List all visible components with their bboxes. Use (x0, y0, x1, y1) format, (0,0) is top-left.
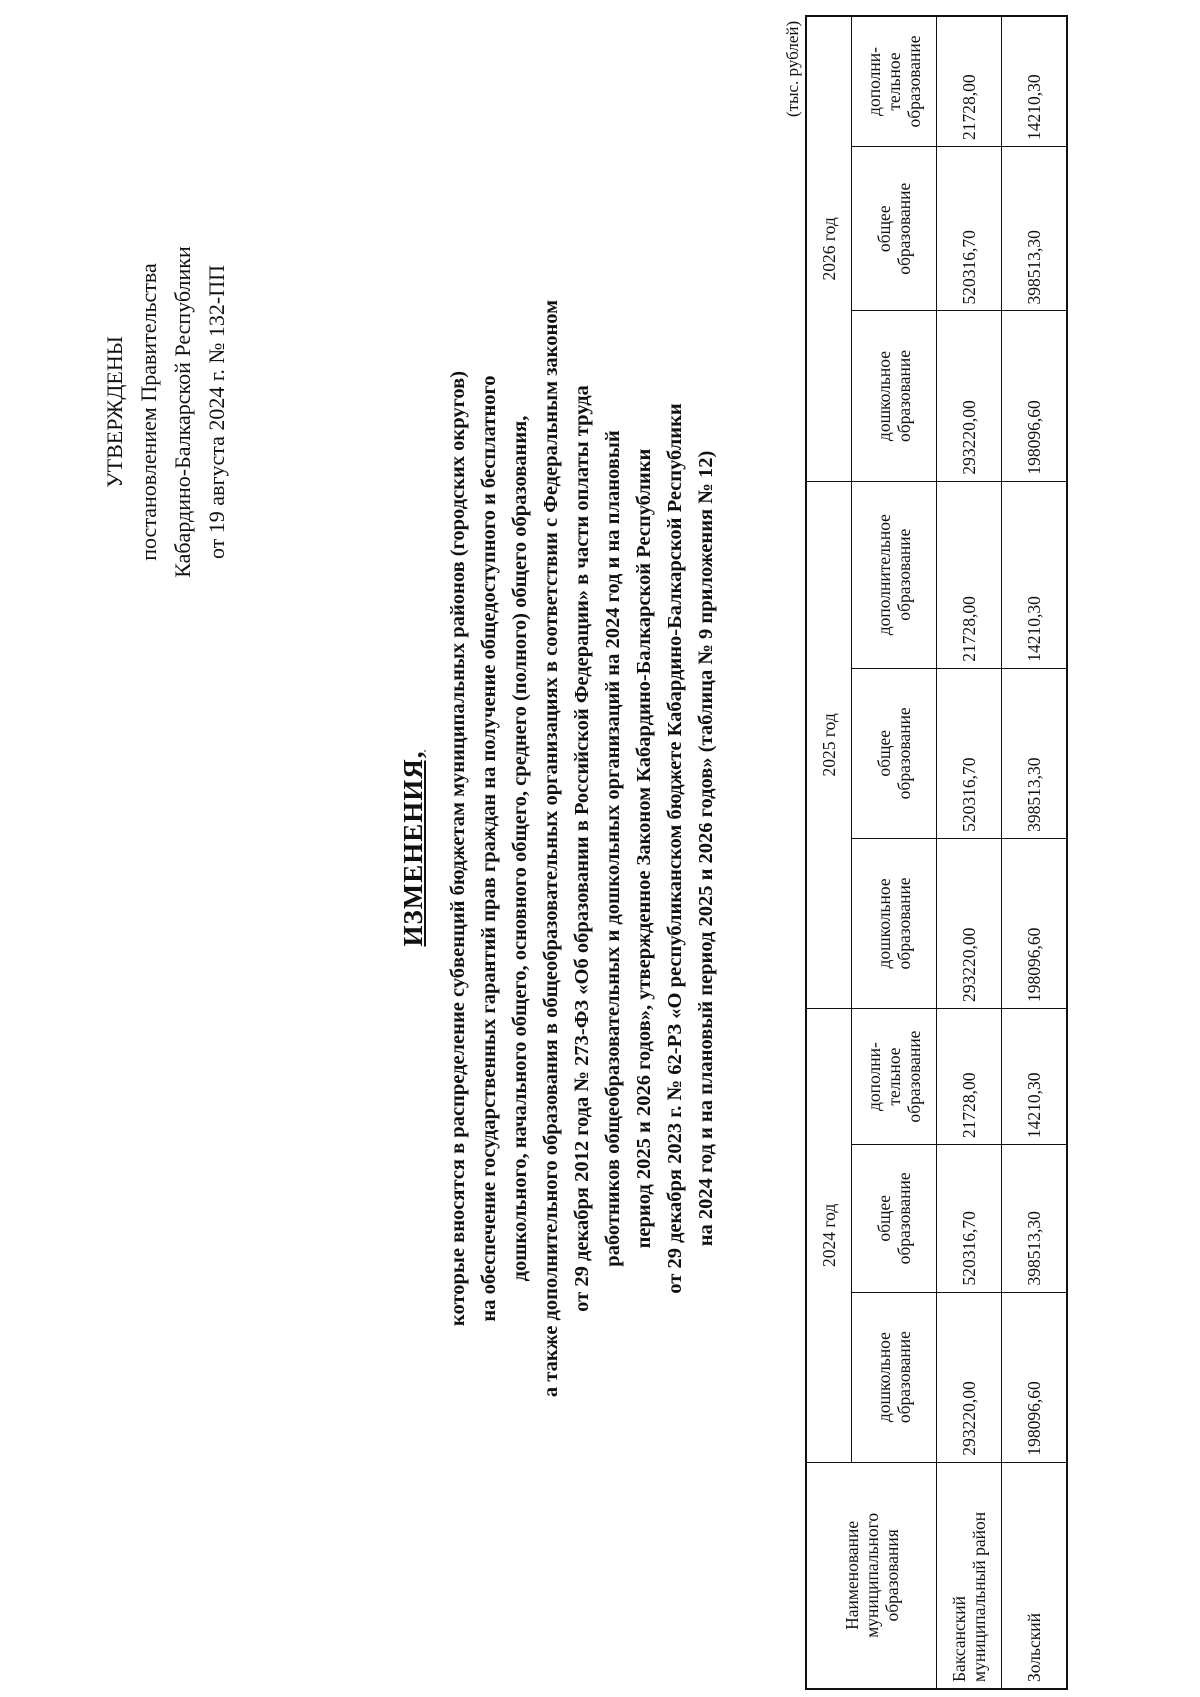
cell-value: 293220,00 (937, 1292, 1002, 1462)
approval-line: Кабардино-Балкарской Республики (170, 246, 195, 578)
subtitle-line: которые вносятся в распределение субвенций бюджетам муниципальных районов (городских округов) (447, 370, 469, 1327)
subtitle-line: период 2025 и 2026 годов», утвержденное Законом Кабардино-Балкарской Республики (633, 448, 655, 1249)
approval-line: от 19 августа 2024 г. № 132-ПП (204, 264, 229, 560)
column-header-kind: дополни- тельное образование (852, 16, 937, 147)
column-header-kind: дополнительное образование (852, 481, 937, 668)
cell-value: 398513,30 (1002, 1145, 1068, 1292)
cell-value: 198096,60 (1002, 1292, 1068, 1462)
cell-municipality: Баксанский муниципальный район (937, 1462, 1002, 1689)
cell-value: 21728,00 (937, 16, 1002, 147)
cell-value: 520316,70 (937, 1145, 1002, 1292)
subtitle-line: дошкольного, начального общего, основного общего, среднего (полного) общего образования, (509, 415, 531, 1282)
column-header-kind: общее образование (852, 668, 937, 838)
table-row (1002, 16, 1068, 1689)
column-header-name: Наименование муниципального образования (806, 1462, 937, 1689)
cell-value: 293220,00 (937, 311, 1002, 481)
approval-stamp (98, 212, 234, 612)
column-header-kind: дошкольное образование (852, 311, 937, 481)
column-header-kind: дополни- тельное образование (852, 1009, 937, 1145)
column-header-year: 2025 год (806, 481, 852, 1008)
cell-value: 14210,30 (1002, 16, 1068, 147)
cell-value: 293220,00 (937, 838, 1002, 1008)
column-header-kind: общее образование (852, 147, 937, 311)
column-header-kind: дошкольное образование (852, 838, 937, 1008)
subtitle-line: на обеспечение государственных гарантий прав граждан на получение общедоступного и бесплатного (478, 375, 500, 1322)
cell-value: 520316,70 (937, 147, 1002, 311)
column-header-kind: дошкольное образование (852, 1292, 937, 1462)
document-heading: ИЗМЕНЕНИЯ, (398, 750, 428, 947)
cell-value: 398513,30 (1002, 668, 1068, 838)
cell-value: 21728,00 (937, 1009, 1002, 1145)
cell-value: 520316,70 (937, 668, 1002, 838)
subtitle-line: работников общеобразовательных и дошкольных организаций на 2024 год и на плановый (602, 430, 624, 1267)
subtitle-line: на 2024 год и на плановый период 2025 и 2026 годов» (таблица № 9 приложения № 12) (695, 450, 717, 1247)
cell-municipality: Зольский (1002, 1462, 1068, 1689)
cell-value: 14210,30 (1002, 481, 1068, 668)
cell-value: 14210,30 (1002, 1009, 1068, 1145)
document-subtitle (443, 0, 722, 1697)
column-header-year: 2024 год (806, 1009, 852, 1463)
table-row (937, 16, 1002, 1689)
approval-line: постановлением Правительства (136, 263, 161, 561)
subtitle-line: от 29 декабря 2023 г. № 62-РЗ «О республиканском бюджете Кабардино-Балкарской Республики (664, 403, 686, 1294)
subtitle-line: от 29 декабря 2012 года № 273-ФЗ «Об образовании в Российской Федерации» в части оплаты труда (571, 385, 593, 1312)
cell-value: 198096,60 (1002, 838, 1068, 1008)
column-header-kind: общее образование (852, 1145, 937, 1292)
cell-value: 398513,30 (1002, 147, 1068, 311)
column-header-year: 2026 год (806, 16, 852, 481)
subvention-table (805, 15, 1068, 1690)
cell-value: 198096,60 (1002, 311, 1068, 481)
subtitle-line: а также дополнительного образования в общеобразовательных организациях в соответствии с Федеральным законом (540, 299, 562, 1398)
approval-title: УТВЕРЖДЕНЫ (102, 336, 127, 488)
units-note: (тыс. рублей) (783, 20, 802, 117)
cell-value: 21728,00 (937, 481, 1002, 668)
